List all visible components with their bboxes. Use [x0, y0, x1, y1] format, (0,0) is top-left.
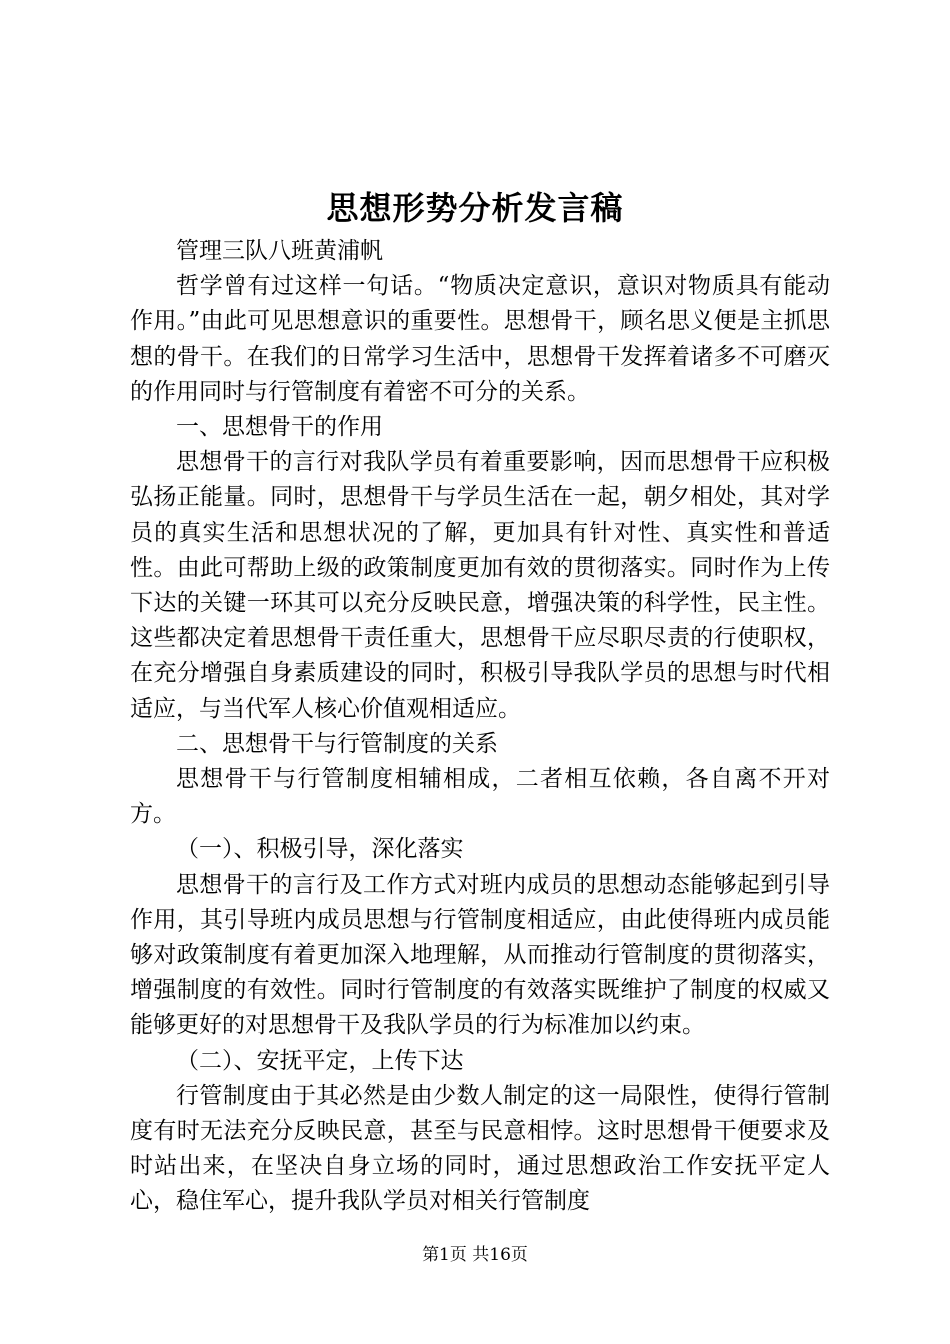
subsection-heading-2: （二）、安抚平定，上传下达	[176, 1047, 464, 1074]
subsection-heading-1: （一）、积极引导，深化落实	[176, 836, 464, 863]
page-title: 思想形势分析发言稿	[326, 189, 624, 227]
paragraph-reassure: 行管制度由于其必然是由少数人制定的这一局限性，使得行管制度有时无法充分反映民意，甚至与民意相悖。这时思想骨干便要求及时站出来，在坚决自身立场的同时，通过思想政治工作安抚平定人心，稳住军心，提升我队学员对相关行管制度	[130, 1082, 830, 1215]
section-heading-1: 一、思想骨干的作用	[176, 414, 383, 441]
paragraph-intro: 哲学曾有过这样一句话。“物质决定意识，意识对物质具有能动作用。”由此可见思想意识的重要性。思想骨干，顾名思义便是主抓思想的骨干。在我们的日常学习生活中，思想骨干发挥着诸多不可磨灭的作用同时与行管制度有着密不可分的关系。	[130, 273, 830, 405]
paragraph-relation: 思想骨干与行管制度相辅相成，二者相互依赖，各自离不开对方。	[130, 766, 830, 828]
paragraph-guidance: 思想骨干的言行及工作方式对班内成员的思想动态能够起到引导作用，其引导班内成员思想与行管制度相适应，由此使得班内成员能够对政策制度有着更加深入地理解，从而推动行管制度的贯彻落实，增强制度的有效性。同时行管制度的有效落实既维护了制度的权威又能够更好的对思想骨干及我队学员的行为标准加以约束。	[130, 871, 830, 1039]
section-heading-2: 二、思想骨干与行管制度的关系	[176, 730, 498, 757]
paragraph-role: 思想骨干的言行对我队学员有着重要影响，因而思想骨干应积极弘扬正能量。同时，思想骨干与学员生活在一起，朝夕相处，其对学员的真实生活和思想状况的了解，更加具有针对性、真实性和普适性。由此可帮助上级的政策制度更加有效的贯彻落实。同时作为上传下达的关键一环其可以充分反映民意，增强决策的科学性，民主性。这些都决定着思想骨干责任重大，思想骨干应尽职尽责的行使职权，在充分增强自身素质建设的同时，积极引导我队学员的思想与时代相适应，与当代军人核心价值观相适应。	[130, 449, 830, 722]
document-body	[130, 234, 830, 1220]
author-line: 管理三队八班黄浦帆	[176, 238, 383, 264]
page-number: 第1页 共16页	[422, 1245, 528, 1265]
